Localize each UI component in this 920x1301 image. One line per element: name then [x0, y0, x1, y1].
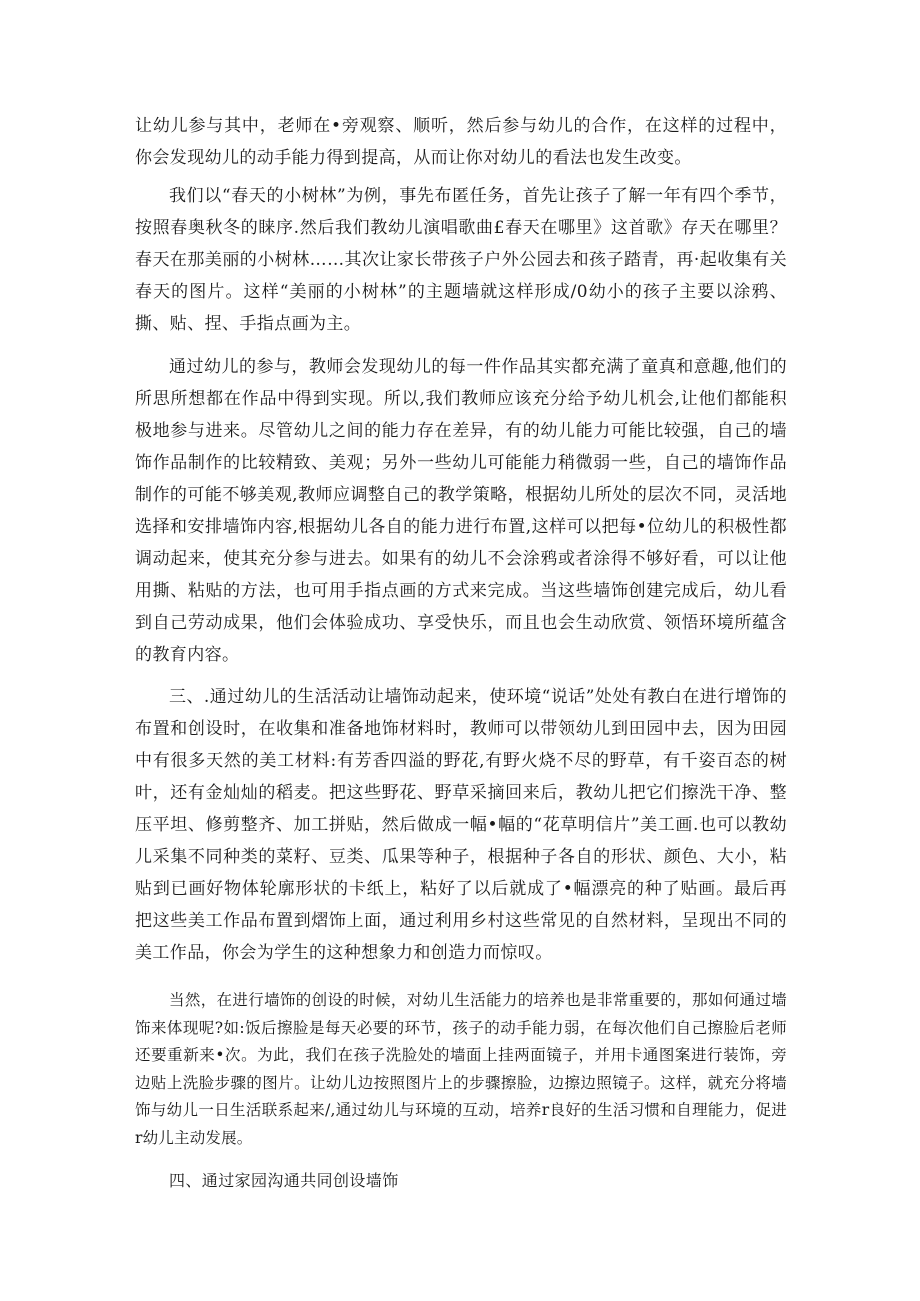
paragraph-5: 当然，在进行墙饰的创设的时候，对幼儿生活能力的培养也是非常重要的，那如何通过墙饰来体现呢?如:饭后擦脸是每天必要的环节，孩子的动手能力弱，在每次他们自己擦脸后老师还要重新来•次。为此，我们在孩子洗脸处的墙面上挂两面镜子，并用卡通图案进行装饰，旁边贴上洗脸步骤的图片。让幼儿边按照图片上的步骤擦脸，边擦边照镜子。这样，就充分将墙饰与幼儿一日生活联系起来/,通过幼儿与环境的互动，培养r良好的生活习惯和自理能力，促进r幼儿主动发展。 — [135, 991, 787, 1147]
paragraph-4: 三、.通过幼儿的生活活动让墙饰动起来，使环境“说话”处处有教白在进行增饰的布置和创设时，在收集和准备地饰材料时，教师可以带领幼儿到田园中去，因为田园中有很多天然的美工材料:有芳香四溢的野花,有野火烧不尽的野草，有千姿百态的树叶，还有金灿灿的稻麦。把这些野花、野草采摘回来后，教幼儿把它们擦洗干净、整压平坦、修剪整齐、加工拼贴，然后做成一幅•幅的“花草明信片”美工画.也可以教幼儿采集不同种类的菜籽、豆类、瓜果等种子，根据种子各自的形状、颜色、大小，粘贴到已画好物体轮廓形状的卡纸上，粘好了以后就成了•幅漂亮的种了贴画。最后再把这些美工作品布置到熠饰上面，通过利用乡村这些常见的自然材料，呈现出不同的美工作品，你会为学生的这种想象力和创造力而惊叹。 — [135, 687, 787, 963]
paragraph-1: 让幼儿参与其中，老师在•旁观察、顺听，然后参与幼儿的合作，在这样的过程中，你会发现幼儿的动手能力得到提高，从而让你对幼儿的看法也发生改变。 — [135, 116, 787, 168]
paragraph-2: 我们以“春天的小树林”为例，事先布匿任务，首先让孩子了解一年有四个季节，按照春奥秋冬的睐序.然后我们教幼儿演唱歌曲£春天在哪里》这首歌》存天在哪里？春天在那美丽的小树林……其次让家长带孩子户外公园去和孩子踏青，再·起收集有关春天的图片。这样“美丽的小树林”的主题墙就这样形成/0幼小的孩子主要以涂鸦、撕、贴、捏、手指点画为主。 — [135, 186, 787, 334]
paragraph-3: 通过幼儿的参与，教师会发现幼儿的每一件作品其实都充满了童真和意趣,他们的所思所想都在作品中得到实现。所以,我们教师应该充分给予幼儿机会,让他们都能积极地参与进来。尽管幼儿之间的能力存在差异，有的幼儿能力可能比较强，自己的墙饰作品制作的比较精致、美观；另外一些幼儿可能能力稍微弱一些，自己的墙饰作品制作的可能不够美观,教师应调整自己的教学策略，根据幼儿所处的层次不同，灵活地选择和安排墙饰内容,根据幼儿各自的能力进行布置,这样可以把每•位幼儿的积极性都调动起来，使其充分参与进去。如果有的幼儿不会涂鸦或者涂得不够好看，可以让他用撕、粘贴的方法，也可用手指点画的方式来完成。当这些墙饰创建完成后，幼儿看到自己劳动成果，他们会体验成功、享受快乐，而且也会生动欣赏、领悟环境所蕴含的教育内容。 — [135, 357, 787, 665]
section-heading-4: 四、通过家园沟通共同创设墙饰 — [169, 1171, 399, 1190]
document-page — [135, 110, 787, 1196]
